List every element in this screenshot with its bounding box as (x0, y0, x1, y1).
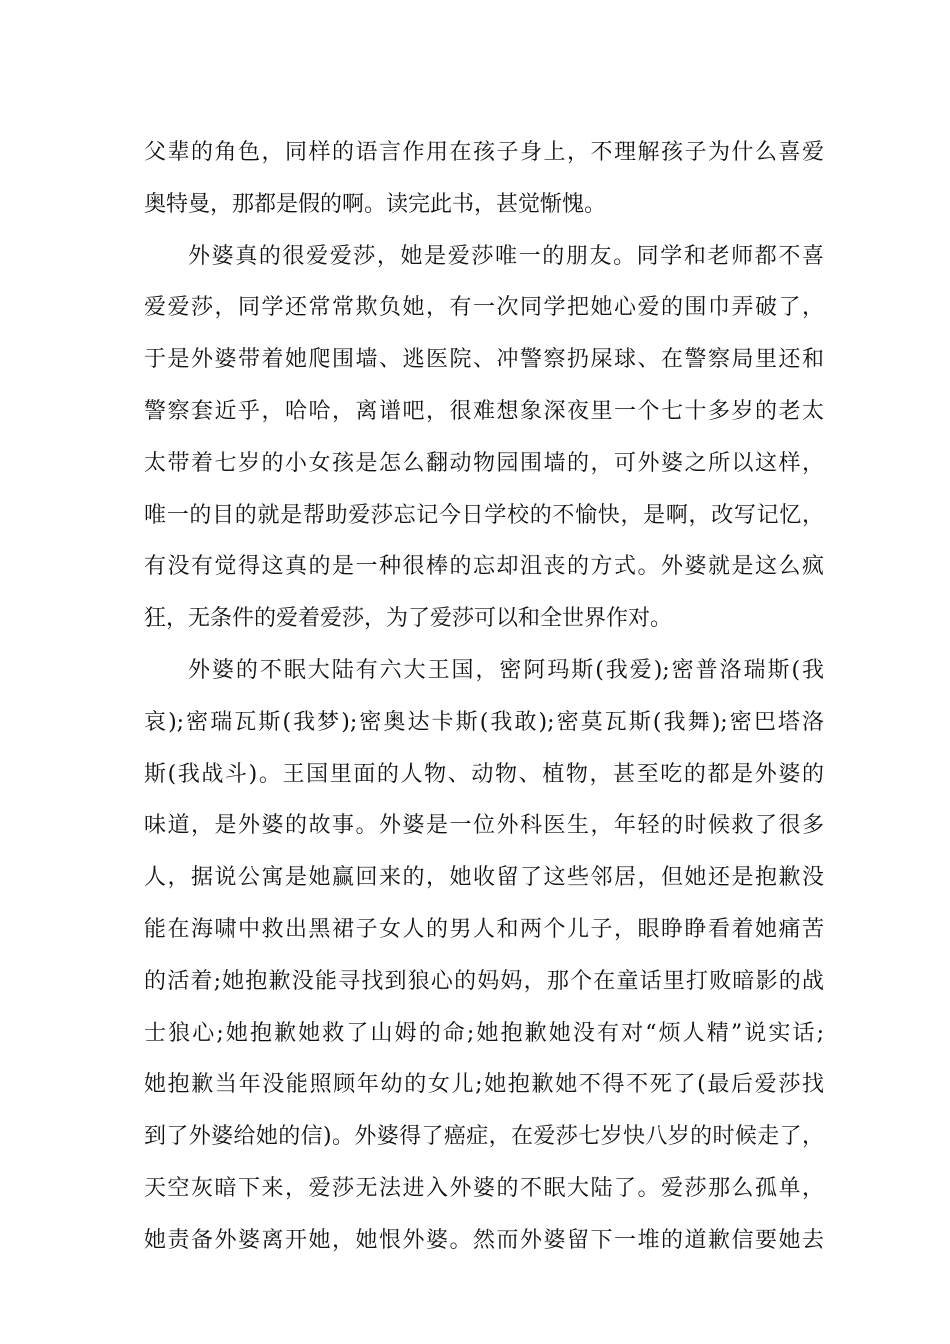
text-line: 到了外婆给她的信)。外婆得了癌症，在爱莎七岁快八岁的时候走了， (144, 1124, 824, 1150)
text-line: 爱爱莎，同学还常常欺负她，有一次同学把她心爱的围巾弄破了， (144, 295, 824, 321)
text-line: 狂，无条件的爱着爱莎，为了爱莎可以和全世界作对。 (144, 606, 673, 632)
text-line: 味道，是外婆的故事。外婆是一位外科医生，年轻的时候救了很多 (144, 813, 824, 839)
text-line: 有没有觉得这真的是一种很棒的忘却沮丧的方式。外婆就是这么疯 (144, 554, 824, 580)
text-line: 她责备外婆离开她，她恨外婆。然而外婆留下一堆的道歉信要她去 (144, 1227, 824, 1253)
text-line: 外婆的不眠大陆有六大王国，密阿玛斯(我爱);密普洛瑞斯(我 (188, 657, 824, 683)
text-line: 唯一的目的就是帮助爱莎忘记今日学校的不愉快，是啊，改写记忆， (144, 502, 824, 528)
text-line: 于是外婆带着她爬围墙、逃医院、冲警察扔屎球、在警察局里还和 (144, 347, 824, 373)
text-line: 士狼心;她抱歉她救了山姆的命;她抱歉她没有对“烦人精”说实话; (144, 1020, 824, 1046)
text-line: 天空灰暗下来，爱莎无法进入外婆的不眠大陆了。爱莎那么孤单， (144, 1175, 824, 1201)
text-line: 斯(我战斗)。王国里面的人物、动物、植物，甚至吃的都是外婆的 (144, 761, 824, 787)
text-line: 太带着七岁的小女孩是怎么翻动物园围墙的，可外婆之所以这样， (144, 450, 824, 476)
text-line: 人，据说公寓是她赢回来的，她收留了这些邻居，但她还是抱歉没 (144, 865, 824, 891)
text-line: 能在海啸中救出黑裙子女人的男人和两个儿子，眼睁睁看着她痛苦 (144, 916, 824, 942)
text-line: 的活着;她抱歉没能寻找到狼心的妈妈，那个在童话里打败暗影的战 (144, 968, 824, 994)
body-text (144, 127, 824, 1267)
text-line: 她抱歉当年没能照顾年幼的女儿;她抱歉她不得不死了(最后爱莎找 (144, 1072, 824, 1098)
text-line: 父辈的角色，同样的语言作用在孩子身上，不理解孩子为什么喜爱 (144, 140, 824, 165)
text-line: 哀);密瑞瓦斯(我梦);密奥达卡斯(我敢);密莫瓦斯(我舞);密巴塔洛 (144, 709, 824, 735)
text-line: 外婆真的很爱爱莎，她是爱莎唯一的朋友。同学和老师都不喜 (188, 243, 824, 269)
text-line: 警察套近乎，哈哈，离谱吧，很难想象深夜里一个七十多岁的老太 (144, 398, 824, 424)
text-line: 奥特曼，那都是假的啊。读完此书，甚觉惭愧。 (144, 191, 607, 217)
